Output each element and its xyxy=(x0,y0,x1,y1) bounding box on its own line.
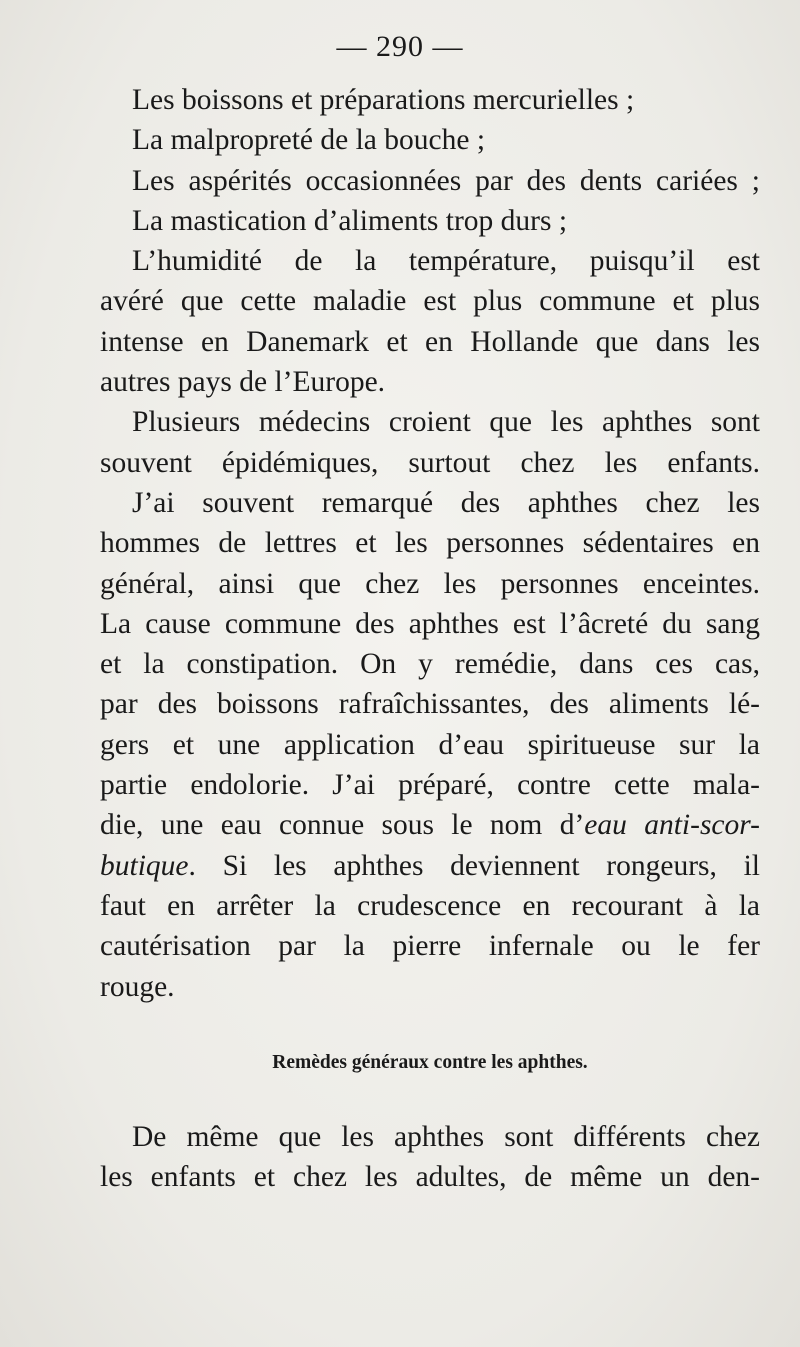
text-line xyxy=(100,846,760,886)
text-line: partie endolorie. J’ai préparé, contre cette mala- xyxy=(100,769,760,802)
italic-fragment: butique xyxy=(100,849,189,882)
text-line: souvent épidémiques, surtout chez les enfants. xyxy=(100,446,760,479)
text-line xyxy=(100,805,760,845)
text-line: De même que les aphthes sont différents chez xyxy=(132,1121,760,1153)
text-fragment: . Si les aphthes deviennent rongeurs, il xyxy=(188,849,760,882)
text-line: autres pays de l’Europe. xyxy=(100,366,386,399)
section-heading: Remèdes généraux contre les aphthes. xyxy=(272,1052,588,1073)
text-line: gers et une application d’eau spiritueuse sur la xyxy=(100,728,760,761)
page-number: — 290 — xyxy=(336,30,464,63)
text-line: La cause commune des aphthes est l’âcreté du sang xyxy=(100,607,760,640)
text-line: hommes de lettres et les personnes sédentaires en xyxy=(100,527,760,560)
text-line: par des boissons rafraîchissantes, des aliments lé- xyxy=(100,688,760,721)
text-line: intense en Danemark et en Hollande que dans les xyxy=(100,325,760,358)
text-line: La malpropreté de la bouche ; xyxy=(132,124,486,157)
text-line: L’humidité de la température, puisqu’il est xyxy=(132,245,760,278)
section-paragraph xyxy=(100,1117,760,1198)
text-line: et la constipation. On y remédie, dans ces cas, xyxy=(100,648,760,681)
text-line: Les boissons et préparations mercurielles ; xyxy=(132,84,635,116)
text-line: Plusieurs médecins croient que les aphthes sont xyxy=(132,406,760,439)
text-line: cautérisation par la pierre infernale ou le fer xyxy=(100,930,760,963)
text-line: La mastication d’aliments trop durs ; xyxy=(132,204,568,237)
text-fragment: die, une eau connue sous le nom d’ xyxy=(100,809,585,842)
text-line: général, ainsi que chez les personnes enceintes. xyxy=(100,567,760,600)
text-line: rouge. xyxy=(100,970,175,1003)
text-line: J’ai souvent remarqué des aphthes chez les xyxy=(132,486,760,519)
italic-fragment: eau anti-scor- xyxy=(584,809,760,842)
text-line: les enfants et chez les adultes, de même un den- xyxy=(100,1161,760,1194)
main-paragraphs xyxy=(100,80,760,1007)
text-line: faut en arrêter la crudescence en recourant à la xyxy=(100,889,760,922)
text-line: avéré que cette maladie est plus commune et plus xyxy=(100,285,760,318)
text-line: Les aspérités occasionnées par des dents cariées ; xyxy=(132,164,760,197)
